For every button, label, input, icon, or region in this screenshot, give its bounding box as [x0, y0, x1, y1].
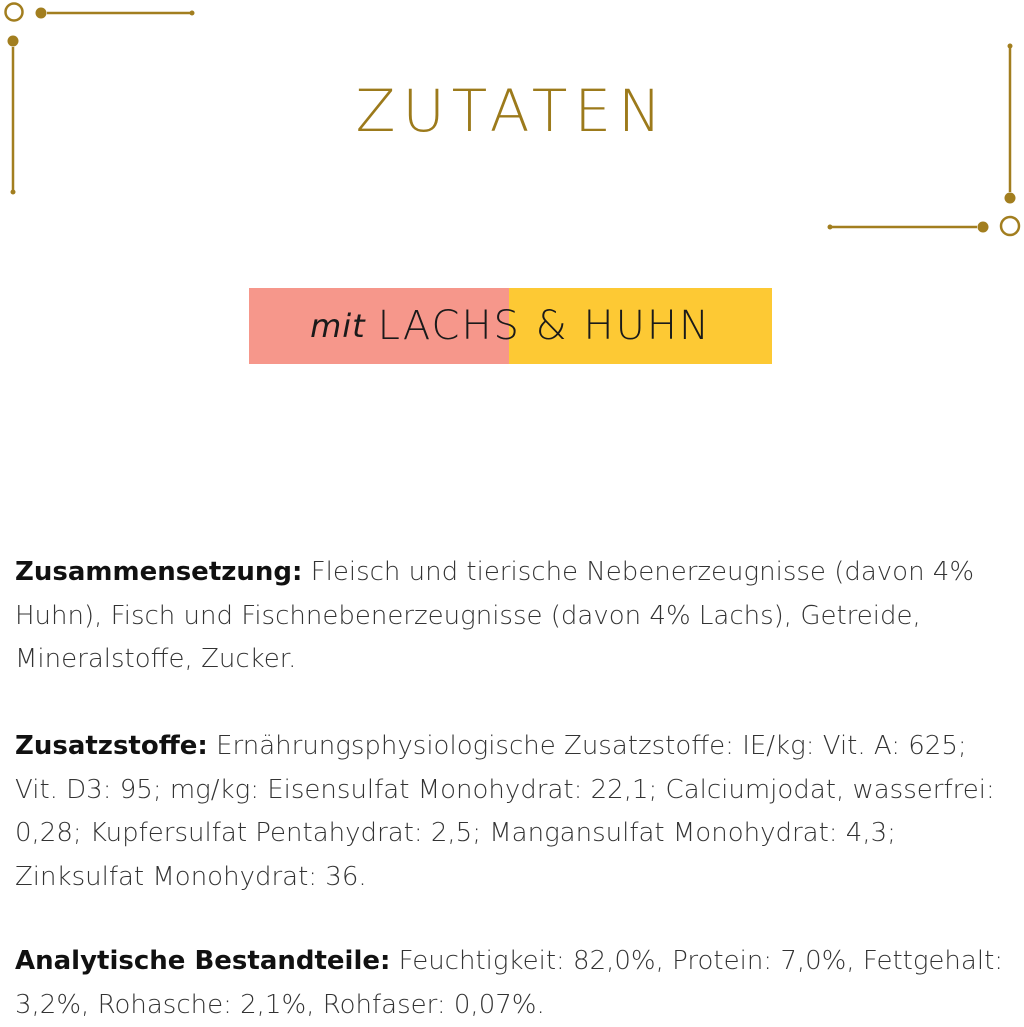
flavor-label	[249, 288, 772, 364]
composition-section	[15, 551, 1005, 682]
composition-text: Fleisch und tierische Nebenerzeugnisse (davon 4% Huhn), Fisch und Fischnebenerzeugnisse (davon 4% Lachs), Getreide, Mineralstoffe, Zucker.	[15, 557, 975, 674]
analytical-text: Feuchtigkeit: 82,0%, Protein: 7,0%, Fettgehalt: 3,2%, Rohasche: 2,1%, Rohfaser: 0,07%.	[15, 946, 1004, 1020]
page-title: ZUTATEN	[355, 77, 669, 145]
corner-ornament-bottom-right-icon	[824, 40, 1024, 245]
additives-text: Ernährungsphysiologische Zusatzstoffe: IE/kg: Vit. A: 625; Vit. D3: 95; mg/kg: Eisensulfat Monohydrat: 22,1; Calciumjodat, wasserfrei: 0,28; Kupfersulfat Pentahydrat: 2,5; Mangansulfat Monohydrat: 4,3; Zinksulfat Monohydrat: 36.	[15, 731, 995, 892]
flavor-prefix: mit	[310, 307, 366, 345]
flavor-banner	[249, 288, 772, 364]
flavor-name: LACHS & HUHN	[377, 303, 711, 349]
composition-label: Zusammensetzung:	[15, 557, 303, 587]
analytical-label: Analytische Bestandteile:	[15, 946, 391, 976]
analytical-section	[15, 940, 1005, 1027]
additives-section	[15, 725, 1005, 899]
additives-label: Zusatzstoffe:	[15, 731, 208, 761]
